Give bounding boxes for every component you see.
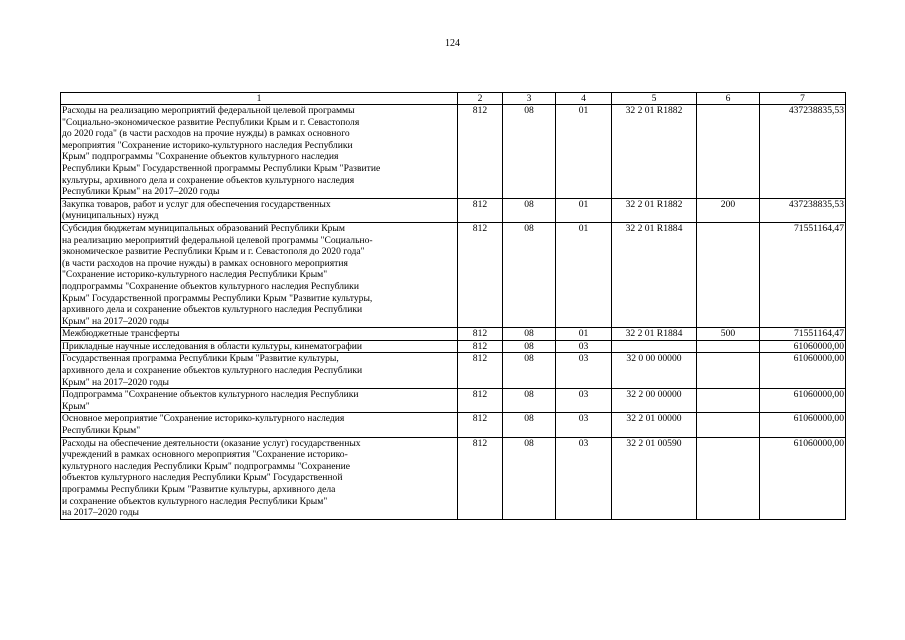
- target-article-code: 32 0 00 00000: [612, 353, 697, 389]
- section-code: 08: [503, 105, 556, 199]
- section-code: 08: [503, 413, 556, 437]
- table-row: [61, 328, 846, 341]
- expense-type-code: [697, 413, 760, 437]
- target-article-code: 32 2 01 R1884: [612, 222, 697, 327]
- subsection-code: 01: [556, 328, 612, 341]
- expense-name: Расходы на обеспечение деятельности (оказание услуг) государственных учреждений в рамках основного мероприятия "Сохранение историко- культурного наследия Республики Крым" подпрограммы "Сохранение объектов культурного наследия Республики Крым" Государственной программы Республики Крым "Развитие культуры, архивного дела и сохранение объектов культурного наследия Республики Крым" на 2017–2020 годы: [61, 437, 458, 519]
- expense-name: Субсидия бюджетам муниципальных образований Республики Крым на реализацию мероприятий федеральной целевой программы "Социально- экономическое развитие Республики Крым и г. Севастополя до 2020 года" (в части расходов на прочие нужды) в рамках основного мероприятия "Сохранение историко-культурного наследия Республики Крым" подпрограммы "Сохранение объектов культурного наследия Республики Крым" Государственной программы Республики Крым "Развитие культуры, архивного дела и сохранение объектов культурного наследия Республики Крым" на 2017–2020 годы: [61, 222, 458, 327]
- expense-name: Расходы на реализацию мероприятий федеральной целевой программы "Социально-экономическое развитие Республики Крым и г. Севастополя до 2020 года" (в части расходов на прочие нужды) в рамках основного мероприятия "Сохранение историко-культурного наследия Республики Крым" подпрограммы "Сохранение объектов культурного наследия Республики Крым" Государственной программы Республики Крым "Развитие культуры, архивного дела и сохранение объектов культурного наследия Республики Крым" на 2017–2020 годы: [61, 105, 458, 199]
- table-header-row: [61, 93, 846, 105]
- subsection-code: 03: [556, 340, 612, 353]
- column-header: 6: [697, 93, 760, 105]
- amount: 61060000,00: [760, 340, 846, 353]
- subsection-code: 03: [556, 413, 612, 437]
- target-article-code: 32 2 01 00000: [612, 413, 697, 437]
- budget-table: [60, 92, 846, 520]
- target-article-code: 32 2 00 00000: [612, 389, 697, 413]
- amount: 61060000,00: [760, 437, 846, 519]
- amount: 437238835,53: [760, 105, 846, 199]
- target-article-code: 32 2 01 R1882: [612, 105, 697, 199]
- amount: 71551164,47: [760, 222, 846, 327]
- expense-type-code: [697, 437, 760, 519]
- column-header: 2: [458, 93, 503, 105]
- subsection-code: 01: [556, 105, 612, 199]
- ministry-code: 812: [458, 413, 503, 437]
- section-code: 08: [503, 389, 556, 413]
- amount: 71551164,47: [760, 328, 846, 341]
- target-article-code: 32 2 01 R1882: [612, 198, 697, 222]
- column-header: 7: [760, 93, 846, 105]
- section-code: 08: [503, 437, 556, 519]
- amount: 437238835,53: [760, 198, 846, 222]
- table-row: [61, 198, 846, 222]
- section-code: 08: [503, 340, 556, 353]
- expense-type-code: [697, 389, 760, 413]
- ministry-code: 812: [458, 437, 503, 519]
- ministry-code: 812: [458, 353, 503, 389]
- amount: 61060000,00: [760, 413, 846, 437]
- table-row: [61, 353, 846, 389]
- column-header: 4: [556, 93, 612, 105]
- amount: 61060000,00: [760, 389, 846, 413]
- expense-type-code: [697, 222, 760, 327]
- table-row: [61, 340, 846, 353]
- table-row: [61, 437, 846, 519]
- expense-name: Основное мероприятие "Сохранение историко-культурного наследия Республики Крым": [61, 413, 458, 437]
- ministry-code: 812: [458, 328, 503, 341]
- expense-type-code: [697, 340, 760, 353]
- section-code: 08: [503, 222, 556, 327]
- expense-name: Подпрограмма "Сохранение объектов культурного наследия Республики Крым": [61, 389, 458, 413]
- column-header: 1: [61, 93, 458, 105]
- target-article-code: 32 2 01 R1884: [612, 328, 697, 341]
- column-header: 5: [612, 93, 697, 105]
- ministry-code: 812: [458, 389, 503, 413]
- expense-type-code: [697, 353, 760, 389]
- expense-type-code: 200: [697, 198, 760, 222]
- subsection-code: 03: [556, 353, 612, 389]
- table-row: [61, 413, 846, 437]
- table-row: [61, 222, 846, 327]
- subsection-code: 03: [556, 437, 612, 519]
- column-header: 3: [503, 93, 556, 105]
- target-article-code: [612, 340, 697, 353]
- ministry-code: 812: [458, 222, 503, 327]
- expense-name: Государственная программа Республики Крым "Развитие культуры, архивного дела и сохранение объектов культурного наследия Республики Крым" на 2017–2020 годы: [61, 353, 458, 389]
- page-number: 124: [445, 38, 460, 49]
- subsection-code: 01: [556, 222, 612, 327]
- expense-type-code: 500: [697, 328, 760, 341]
- expense-name: Межбюджетные трансферты: [61, 328, 458, 341]
- subsection-code: 03: [556, 389, 612, 413]
- section-code: 08: [503, 328, 556, 341]
- table-row: [61, 389, 846, 413]
- table-row: [61, 105, 846, 199]
- subsection-code: 01: [556, 198, 612, 222]
- expense-name: Закупка товаров, работ и услуг для обеспечения государственных (муниципальных) нужд: [61, 198, 458, 222]
- section-code: 08: [503, 198, 556, 222]
- target-article-code: 32 2 01 00590: [612, 437, 697, 519]
- amount: 61060000,00: [760, 353, 846, 389]
- ministry-code: 812: [458, 198, 503, 222]
- ministry-code: 812: [458, 340, 503, 353]
- ministry-code: 812: [458, 105, 503, 199]
- expense-name: Прикладные научные исследования в области культуры, кинематографии: [61, 340, 458, 353]
- section-code: 08: [503, 353, 556, 389]
- expense-type-code: [697, 105, 760, 199]
